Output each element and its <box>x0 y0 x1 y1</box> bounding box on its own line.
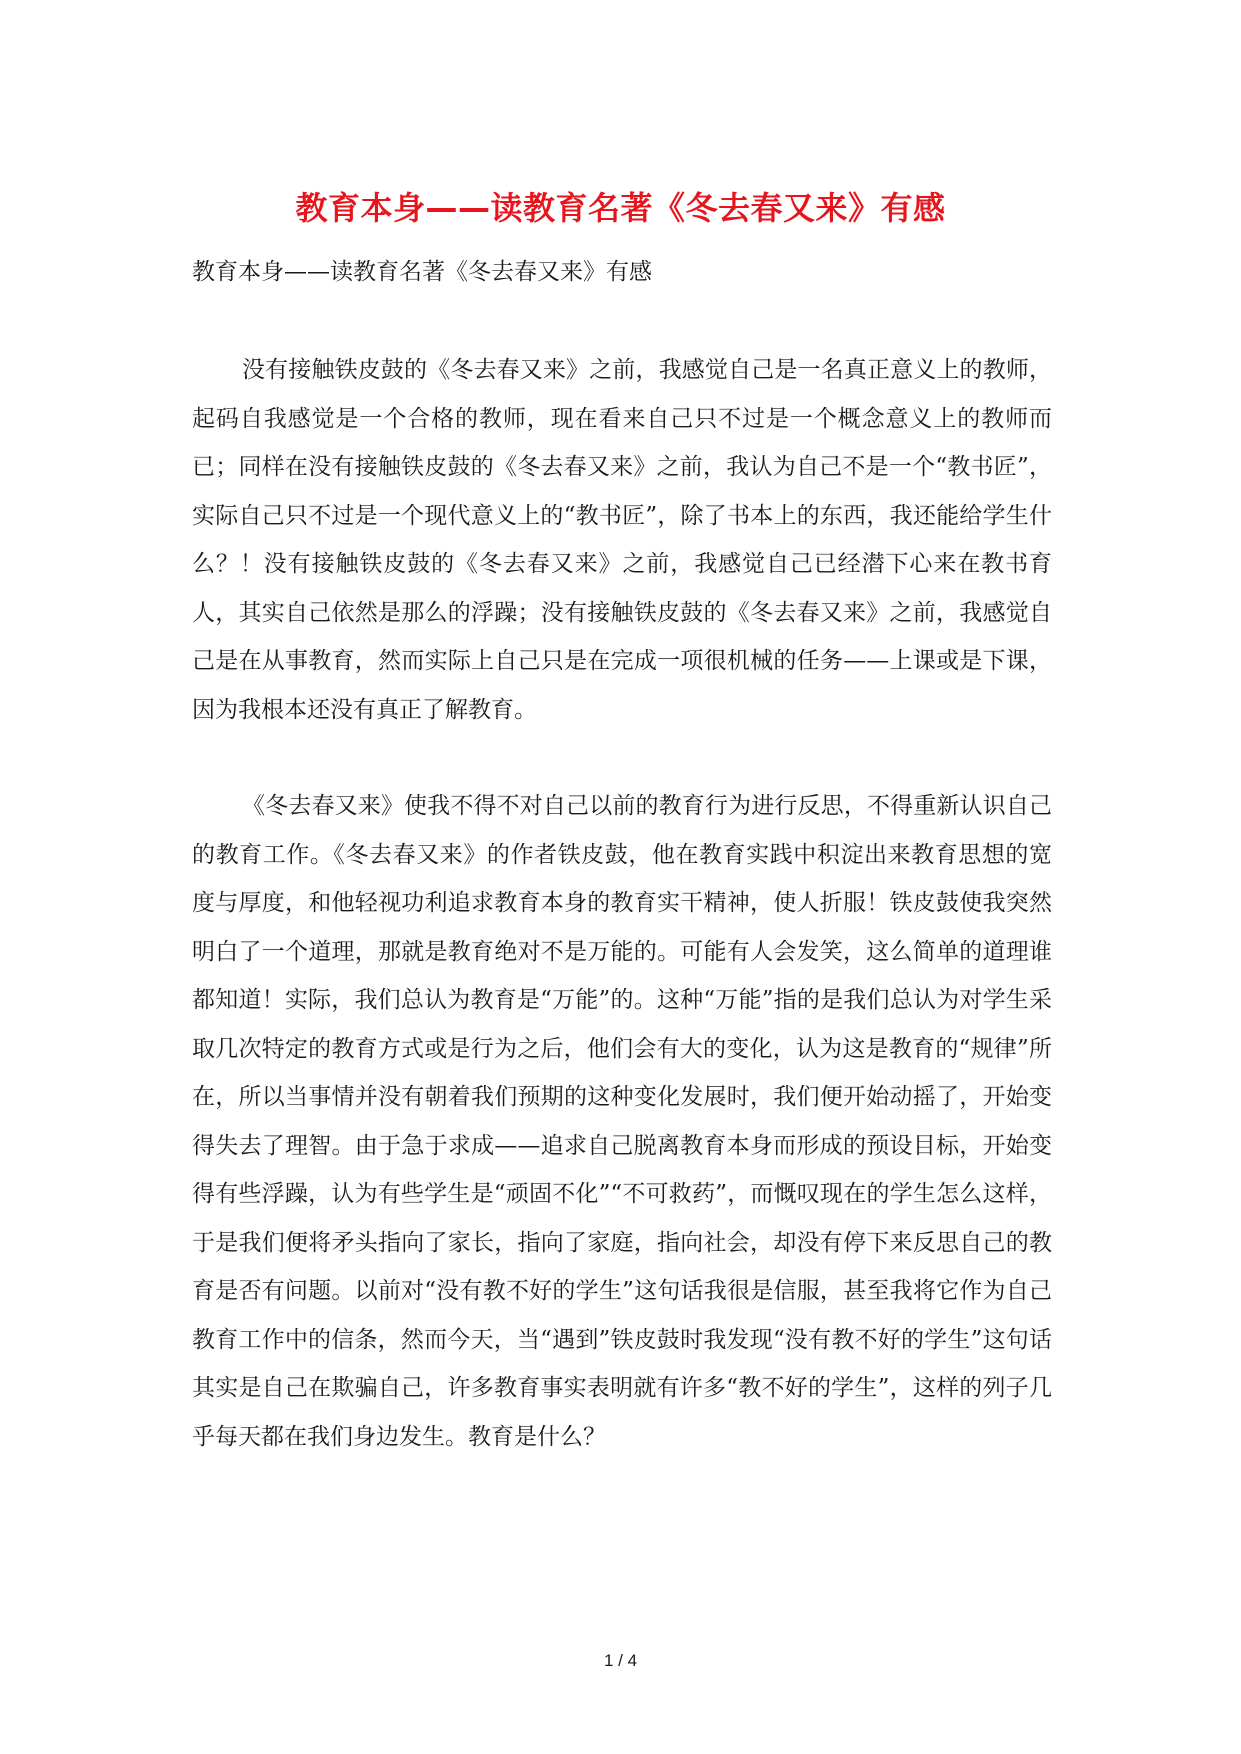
page-number: 1 / 4 <box>603 1651 638 1670</box>
body-paragraph-1: 没有接触铁皮鼓的《冬去春又来》之前，我感觉自己是一名真正意义上的教师，起码自我感觉是一个合格的教师，现在看来自己只不过是一个概念意义上的教师而已；同样在没有接触铁皮鼓的《冬去春又来》之前，我认为自己不是一个“教书匠”，实际自己只不过是一个现代意义上的“教书匠”，除了书本上的东西，我还能给学生什么？！没有接触铁皮鼓的《冬去春又来》之前，我感觉自己已经潜下心来在教书育人，其实自己依然是那么的浮躁；没有接触铁皮鼓的《冬去春又来》之前，我感觉自己是在从事教育，然而实际上自己只是在完成一项很机械的任务——上课或是下课，因为我根本还没有真正了解教育。 <box>192 357 1052 723</box>
body-paragraph-2: 《冬去春又来》使我不得不对自己以前的教育行为进行反思，不得重新认识自己的教育工作。《冬去春又来》的作者铁皮鼓，他在教育实践中积淀出来教育思想的宽度与厚度，和他轻视功利追求教育本身的教育实干精神，使人折服！铁皮鼓使我突然明白了一个道理，那就是教育绝对不是万能的。可能有人会发笑，这么简单的道理谁都知道！实际，我们总认为教育是“万能”的。这种“万能”指的是我们总认为对学生采取几次特定的教育方式或是行为之后，他们会有大的变化，认为这是教育的“规律”所在，所以当事情并没有朝着我们预期的这种变化发展时，我们便开始动摇了，开始变得失去了理智。由于急于求成——追求自己脱离教育本身而形成的预设目标，开始变得有些浮躁，认为有些学生是“顽固不化”“不可救药”，而慨叹现在的学生怎么这样，于是我们便将矛头指向了家长，指向了家庭，指向社会，却没有停下来反思自己的教育是否有问题。以前对“没有教不好的学生”这句话我很是信服，甚至我将它作为自己教育工作中的信条，然而今天，当“遇到”铁皮鼓时我发现“没有教不好的学生”这句话其实是自己在欺骗自己，许多教育事实表明就有许多“教不好的学生”，这样的列子几乎每天都在我们身边发生。教育是什么？ <box>192 793 1052 1450</box>
document-title: 教育本身——读教育名著《冬去春又来》有感 <box>295 189 946 227</box>
document-subtitle: 教育本身——读教育名著《冬去春又来》有感 <box>192 259 652 285</box>
